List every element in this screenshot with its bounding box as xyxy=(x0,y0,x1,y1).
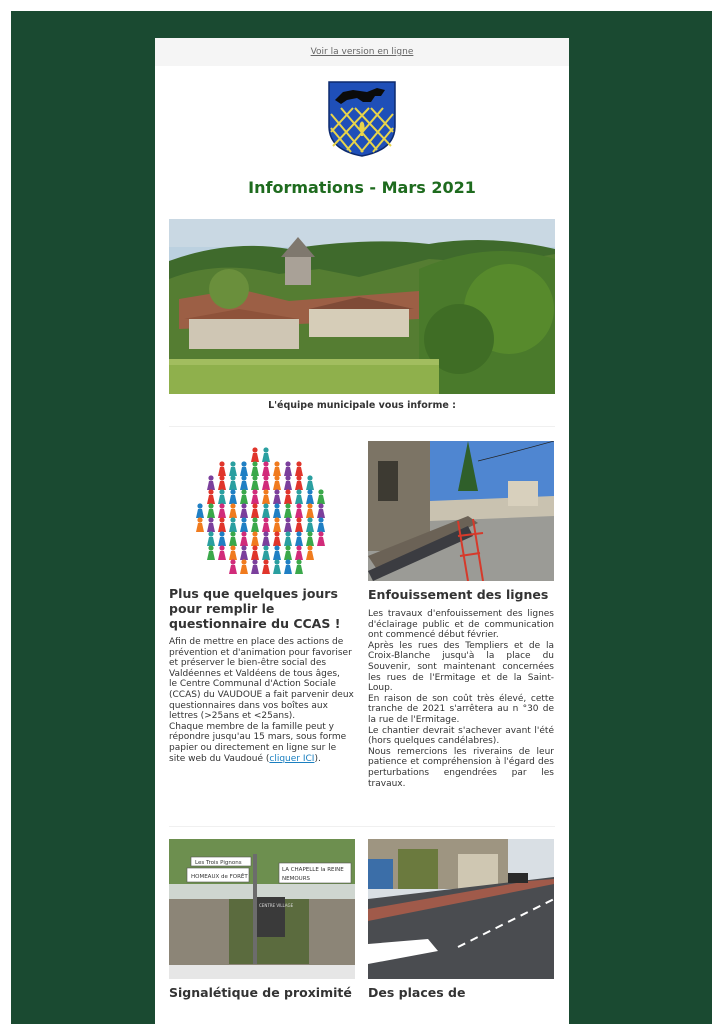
ccas-paragraph: Afin de mettre en place des actions de prévention et d'animation pour favoriser et préserver le bien-être social des Valdéennes et Valdéens de tous âges, xyxy=(169,637,352,679)
person-figure-head xyxy=(285,545,290,550)
person-figure-head xyxy=(296,517,301,522)
divider xyxy=(169,826,555,827)
person-figure-head xyxy=(263,545,268,550)
person-figure-head xyxy=(219,461,224,466)
works-paragraph: Le chantier devrait s'achever avant l'été (hors quelques candélabres). xyxy=(368,725,554,747)
person-figure-head xyxy=(274,489,279,494)
person-figure-head xyxy=(307,489,312,494)
person-figure-head xyxy=(252,559,257,564)
person-figure-head xyxy=(263,447,268,452)
person-figure-head xyxy=(252,531,257,536)
person-figure-head xyxy=(318,531,323,536)
works-photo xyxy=(368,441,554,581)
person-figure-head xyxy=(241,559,246,564)
person-figure-head xyxy=(307,531,312,536)
person-figure-head xyxy=(252,475,257,480)
newsletter-title: Informations - Mars 2021 xyxy=(248,178,476,197)
person-figure-head xyxy=(252,503,257,508)
person-figure-head xyxy=(285,559,290,564)
person-figure-head xyxy=(208,489,213,494)
person-figure-head xyxy=(285,531,290,536)
person-figure-head xyxy=(263,461,268,466)
person-figure-head xyxy=(274,559,279,564)
signage-article-title: Signalétique de proximité xyxy=(169,985,352,1000)
person-figure-head xyxy=(263,503,268,508)
person-figure-head xyxy=(197,503,202,508)
ccas-paragraph-end: ). xyxy=(314,753,321,764)
sign-right-text-1: LA CHAPELLE la REINE xyxy=(282,867,344,873)
village-photo xyxy=(169,219,555,394)
ccas-article-title: Plus que quelques jours pour remplir le questionnaire du CCAS ! xyxy=(169,586,341,631)
person-figure-head xyxy=(197,517,202,522)
person-figure-head xyxy=(285,475,290,480)
person-figure-head xyxy=(241,475,246,480)
person-figure-head xyxy=(219,475,224,480)
person-figure-head xyxy=(208,503,213,508)
person-figure-head xyxy=(252,517,257,522)
person-figure-head xyxy=(285,517,290,522)
person-figure-head xyxy=(263,559,268,564)
ccas-paragraph: le Centre Communal d'Action Sociale (CCAS) du VAUDOUE a fait parvenir deux questionnaires dans vos boîtes aux lettres (>25ans et <25ans). xyxy=(169,679,354,722)
signage-photo xyxy=(169,839,355,979)
intro-text: L'équipe municipale vous informe : xyxy=(268,400,456,411)
newsletter-container xyxy=(155,38,569,1024)
online-version-bar xyxy=(155,38,569,66)
person-figure-head xyxy=(230,531,235,536)
sign-left-text: HOMEAUX de FORÊT xyxy=(191,874,248,880)
person-figure-head xyxy=(263,517,268,522)
sign-top-text: Les Trois Pignons xyxy=(195,860,242,866)
person-figure-head xyxy=(274,475,279,480)
person-figure-head xyxy=(274,517,279,522)
person-figure-head xyxy=(296,559,301,564)
person-figure-head xyxy=(252,545,257,550)
person-figure-head xyxy=(252,447,257,452)
person-figure-head xyxy=(307,517,312,522)
online-version-link[interactable]: Voir la version en ligne xyxy=(310,47,414,57)
person-figure-head xyxy=(208,531,213,536)
person-figure-head xyxy=(263,489,268,494)
works-article-title: Enfouissement des lignes xyxy=(368,587,549,602)
person-figure-head xyxy=(274,545,279,550)
person-figure-head xyxy=(230,559,235,564)
person-figure-head xyxy=(263,531,268,536)
person-figure-head xyxy=(263,475,268,480)
person-figure-head xyxy=(285,489,290,494)
person-figure-head xyxy=(318,503,323,508)
person-figure-head xyxy=(241,503,246,508)
person-figure-head xyxy=(285,503,290,508)
person-figure-head xyxy=(230,461,235,466)
person-figure-head xyxy=(230,489,235,494)
person-figure-head xyxy=(318,489,323,494)
ccas-article-body xyxy=(169,637,355,764)
person-figure-head xyxy=(241,461,246,466)
person-figure-head xyxy=(208,517,213,522)
person-figure-head xyxy=(307,545,312,550)
divider xyxy=(169,426,555,427)
person-figure-head xyxy=(219,545,224,550)
works-article-body xyxy=(368,609,554,789)
parking-article-title: Des places de xyxy=(368,985,466,1000)
ccas-paragraph xyxy=(169,722,355,764)
person-figure-head xyxy=(241,517,246,522)
person-figure-head xyxy=(307,475,312,480)
person-figure-head xyxy=(208,545,213,550)
person-figure-head xyxy=(307,503,312,508)
works-paragraph: Après les rues des Templiers et de la Croix-Blanche jusqu'à la place du Souvenir, sont maintenant concernées les rues de l'Ermitage et de la Saint-Loup. xyxy=(368,640,554,694)
person-figure-head xyxy=(252,489,257,494)
parking-photo xyxy=(368,839,554,979)
ccas-paragraph-text: Chaque membre de la famille peut y répondre jusqu'au 15 mars, sous forme papier ou directement en ligne sur le site web du Vaudoué ( xyxy=(169,721,347,764)
person-figure-head xyxy=(241,489,246,494)
sign-right-text-2: NEMOURS xyxy=(282,876,311,882)
works-paragraph: En raison de son coût très élevé, cette tranche de 2021 s'arrêtera au n °30 de la rue de l'Ermitage. xyxy=(368,693,554,725)
person-figure-head xyxy=(230,503,235,508)
ccas-people-illustration xyxy=(169,442,355,582)
person-figure-head xyxy=(219,531,224,536)
person-figure-head xyxy=(296,531,301,536)
person-figure-head xyxy=(274,461,279,466)
person-figure-head xyxy=(274,531,279,536)
person-figure-head xyxy=(318,517,323,522)
person-figure-head xyxy=(296,545,301,550)
person-figure-head xyxy=(296,503,301,508)
person-figure-head xyxy=(274,503,279,508)
person-figure-head xyxy=(230,517,235,522)
person-figure-head xyxy=(296,489,301,494)
person-figure-head xyxy=(252,461,257,466)
person-figure-head xyxy=(219,503,224,508)
person-figure-head xyxy=(241,545,246,550)
person-figure-head xyxy=(208,475,213,480)
ccas-questionnaire-link[interactable]: cliquer ICI xyxy=(269,753,315,764)
person-figure-head xyxy=(230,475,235,480)
person-figure-head xyxy=(241,531,246,536)
municipal-crest-logo xyxy=(327,80,397,158)
works-paragraph: Nous remercions les riverains de leur patience et compréhension à l'égard des perturbations engendrées par les travaux. xyxy=(368,746,554,789)
person-figure-head xyxy=(230,545,235,550)
person-figure-head xyxy=(219,489,224,494)
person-figure-head xyxy=(296,461,301,466)
person-figure-head xyxy=(296,475,301,480)
person-figure-head xyxy=(285,461,290,466)
sign-board-text: CENTRE VILLAGE xyxy=(259,903,294,908)
person-figure-head xyxy=(219,517,224,522)
works-paragraph: Les travaux d'enfouissement des lignes d'éclairage public et de communication ont commencé début février. xyxy=(368,609,554,641)
